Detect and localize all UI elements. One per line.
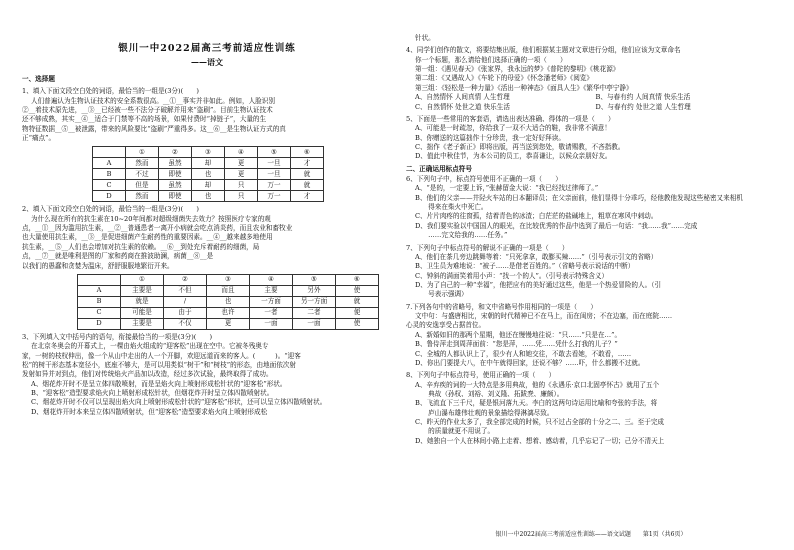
question-5 — [406, 115, 776, 162]
table-cell: 万一 — [258, 191, 291, 202]
question-stem: 7.下列各句中的省略号，和文中省略号作用相同的一项是（ ） — [406, 302, 597, 311]
table-cell: 更 — [225, 158, 258, 169]
option-a-cont: 典故（孙权、刘裕、刘义隆、拓跋焘、廉颇）。 — [415, 389, 564, 398]
table-cell: ⑥ — [336, 274, 379, 285]
table-cell: 一方面 — [250, 296, 293, 307]
passage-line: 物特征数据__⑤__被泄露，带来的风险要比“盗刷”严重得多。这__⑥__是生物认证方式的真 — [22, 124, 286, 133]
passage-line: 点，__①__因为滥用抗生素，__②__普通患者一离开小病就会吃点消炎药，而且农业和畜牧业 — [22, 224, 293, 233]
table-cell: 也许 — [207, 307, 250, 318]
question-stem: 7、下列句子中标点符号的解说不正确的一项是（ ） — [406, 243, 569, 252]
passage-line: ②__着技术原先进，__③__已经被一些不法分子破解并用来“盗刷”。目前生物认证技术 — [22, 105, 273, 114]
option-a: A、可能是一时疏忽，你给我了一双不大适合的鞋，我非常不满意！ — [415, 124, 611, 133]
passage-line: 文中句：与盛唐相比，宋朝的时代精神已不在马上，而在闺房；不在边塞，而在庭院…… — [415, 312, 673, 321]
table-cell: 主要是 — [121, 285, 164, 296]
q3-continuation: 针状。 — [415, 34, 435, 42]
table-cell: 主要是 — [121, 318, 164, 329]
passage-line: 发射如异并对到点，他们对传统焰火产品加以改造，经过多次试验，最终取得了成功。 — [22, 370, 273, 379]
option-c: C、钟斜的满面笑着用小声：“找一个的人”。（引号表示特殊含义） — [415, 271, 609, 280]
question-4 — [406, 46, 776, 112]
passage-line: 松”的树干形态基本宽径小，底座不够大，是可以用类似“树干”和“树枝”的形态，由地面依次射 — [22, 360, 297, 369]
option-b: B、他们的父亲——井陉火车站的日本翻译员；在父亲面前，他们显得十分乖巧，经他教他发现这些秘密又来相机 — [415, 193, 743, 202]
table-cell: 也 — [192, 169, 225, 180]
table-cell: 使 — [336, 318, 379, 329]
option-row — [406, 93, 776, 102]
table-cell: ③ — [192, 147, 225, 158]
table-cell: 只 — [225, 180, 258, 191]
table-cell: ① — [126, 147, 159, 158]
table-cell: B — [78, 296, 121, 307]
question-7 — [406, 244, 776, 300]
option-d: D、与春有约 处世之道 人生哲理 — [595, 102, 691, 111]
table-cell: 才 — [291, 158, 324, 169]
table-cell: 但是 — [126, 180, 159, 191]
table-cell: 然而 — [126, 158, 159, 169]
question-3 — [22, 333, 392, 417]
table-cell: 另外 — [293, 285, 336, 296]
section-heading-2: 二、正确运用标点符号 — [406, 164, 472, 173]
table-cell: ⑤ — [293, 274, 336, 285]
table-row — [78, 285, 379, 296]
table-cell: 一旦 — [258, 158, 291, 169]
option-d-cont: 号表示强调） — [415, 290, 468, 299]
option-b-cont: 庐山瀑布雄伟壮观的景象描绘得淋漓尽致。 — [415, 408, 554, 417]
option-row — [406, 103, 776, 112]
group-line: 第二组：《又遇故人》《车轮下的母爱》《怀念潘老师》《阅览》 — [415, 74, 594, 83]
table-cell: 一旦 — [258, 169, 291, 180]
question-stem: 4、同学们创作的散文，将要结集出版，他们根据某主题对文章进行分组，他们应该为文章命名 — [406, 46, 681, 55]
table-cell: A — [93, 158, 126, 169]
table-cell: ⑥ — [291, 147, 324, 158]
option-c: C、自然情怀 处世之道 快乐生活 — [415, 102, 510, 111]
table-cell: 即使 — [159, 191, 192, 202]
table-cell: 而且 — [207, 285, 250, 296]
question-8 — [406, 303, 776, 369]
passage-line: 也大量使用抗生素，__③__是促进细菌产生耐药性的重要因素。__④__越来越多地使用 — [22, 233, 273, 242]
group-line: 第三组：《轻松是一种力量》《活出一种神态》《面具人生》《繁华中亭宁静》 — [415, 83, 633, 92]
table-cell: 就 — [336, 296, 379, 307]
table-cell: 虽然 — [159, 180, 192, 191]
table-cell: 不仅 — [164, 318, 207, 329]
table-cell: 不但 — [164, 285, 207, 296]
table-cell: 才 — [291, 191, 324, 202]
option-b: B、你赠送的这篇拙作十分珍贵，我一定好好拜读。 — [415, 133, 565, 142]
question-9 — [406, 371, 776, 446]
table-cell: C — [78, 307, 121, 318]
option-a: A、他们在茶几旁边跳舞等着：“只死拿拿，敢膨买辣……”（引号表示引文的省略） — [415, 252, 658, 261]
option-b: B、卫生员为难地说：“被子……是借老百姓的。”（省略号表示说话的中断） — [415, 262, 635, 271]
table-row — [78, 307, 379, 318]
question-1 — [22, 87, 392, 202]
question-stem: 5、下面是一些常用的客套语，请选出表达准确、得体的一项是（ ） — [406, 114, 615, 123]
table-cell: 虽然 — [159, 158, 192, 169]
exam-title: 银川一中2022届高三考前适应性训练 — [118, 43, 296, 54]
option-d: D、她独自一个人在林间小路上走着、想着、感动着，几乎忘记了一切；己分不清天上 — [415, 436, 665, 445]
table-cell: D — [78, 318, 121, 329]
left-column — [22, 34, 392, 417]
table-cell: ② — [164, 274, 207, 285]
option-a: A、新婚如旧的那两个星期，他还在慢慢地往说：“只……“只是在…”。 — [415, 330, 622, 339]
table-cell: ③ — [207, 274, 250, 285]
table-cell: ④ — [225, 147, 258, 158]
table-cell: 由于 — [164, 307, 207, 318]
table-row — [78, 296, 379, 307]
table-header-row — [93, 147, 324, 158]
option-b: B、“迎客松”造型要求焰火向上喷射形成松针状，但烟花炸开时呈立体四散喷射状。 — [31, 389, 274, 398]
table-cell: 更 — [207, 318, 250, 329]
option-a: A、烟花炸开时不是呈立体四散喷射，而是呈焰火向上喷射形成松针状的“迎客松”形状。 — [31, 379, 287, 388]
table-cell: 一者 — [250, 307, 293, 318]
table-cell: 一面 — [250, 318, 293, 329]
table-cell: 就 — [291, 180, 324, 191]
option-b: B、与春有约 人间真情 快乐生活 — [595, 93, 691, 102]
table-cell: 主要 — [250, 285, 293, 296]
option-d: D、我们要实验以中国国人的眼光，在比较优秀的作品中选到了最后一句话：“我……我”……完成 — [415, 221, 698, 230]
option-c: C、昨天的作业太多了，我全部完成的时候，只不过占全部的十分之二、三。至于完成 — [415, 418, 665, 427]
section-heading-1: 一、选择题 — [22, 74, 55, 83]
table-row — [93, 169, 324, 180]
table-cell: ⑤ — [258, 147, 291, 158]
group-line: 第一组：《遇见春天》《张家界，我永远的梦》《普陀的黎明》《桃花源》 — [415, 65, 620, 74]
table-cell: 使 — [336, 285, 379, 296]
table-cell: B — [93, 169, 126, 180]
option-a: A、“是的，一定要上诉，”张赫留金大说：“我已经找过律师了。” — [415, 184, 599, 193]
option-c: C、烟花炸开时不仅可以呈现出焰火向上喷射形成松针状的“迎客松”形状，还可以呈立体四散喷射状。 — [31, 398, 327, 407]
question-stem: 6、下列句子中，标点符号使用不正确的一项（ ） — [406, 175, 562, 184]
question-stem: 1、填入下面文段空白处的词语，最恰当的一组是(3分)( ) — [22, 87, 199, 96]
table-row — [93, 158, 324, 169]
question-stem: 2、填入下面文段空白处的词语，最恰当的一组是(3分)( ) — [22, 205, 199, 214]
passage-line: 心灵的安逸享受占据首位。 — [406, 321, 486, 330]
passage-line: 点，__⑦__就是唯利是图的厂家和药商在推波助澜，病菌__⑧__是 — [22, 252, 214, 261]
table-cell: ② — [159, 147, 192, 158]
table-cell: 便 — [336, 307, 379, 318]
table-cell: 即使 — [159, 169, 192, 180]
option-d: D、值此中秋佳节，为本公司的员工，恭喜谦让，以候众亲朋好友。 — [415, 152, 612, 161]
option-c-cont: 的质量就更不用说了。 — [415, 427, 495, 436]
option-b: B、飞流直下三千尺，疑是银河落九天。李白的这两句诗运用比喻和夸张的手法，将 — [415, 399, 658, 408]
table-cell: D — [93, 191, 126, 202]
table-cell: 就是 — [121, 296, 164, 307]
table-cell — [93, 147, 126, 158]
question-stem: 3、下列填入文中括号内的语句，衔接最恰当的一项是(3分)( ) — [22, 332, 213, 341]
options-table-q2 — [77, 274, 379, 330]
table-cell: 另一方面 — [293, 296, 336, 307]
table-cell: 可能是 — [121, 307, 164, 318]
table-cell: ① — [121, 274, 164, 285]
passage-line: 以我们的愚蠢和贪婪为温床，舒舒服服地繁衍开来。 — [22, 261, 174, 270]
option-c: C、片片肉疼的往窗孤，结着青色的冰渣；白茫茫的盐碱地上，粗草在寒风中刺动。 — [415, 212, 658, 221]
passage-line: 还不够成熟，其实__④__适合于门禁等不高的场景，如果付费时“掉链子”，大量的生 — [22, 115, 267, 124]
table-cell: C — [93, 180, 126, 191]
passage-line: 正“痛点”。 — [22, 134, 56, 142]
option-c: C、全城的人都认识上了，很少有人和她交往，不敢去看她，不敢看，…… — [415, 349, 632, 358]
option-d: D、为了自己的一种“幸福”，他把应有的美好通过这些，他是一个热爱冒险的人。（引 — [415, 280, 662, 289]
option-a: A、自然情怀 人间真情 人生哲理 — [415, 93, 510, 102]
table-cell: 却 — [192, 158, 225, 169]
table-cell: 却 — [192, 180, 225, 191]
table-cell: 也 — [192, 191, 225, 202]
question-stem-cont: 你一个标题，那么请给他们选择正确的一项（ ） — [415, 55, 567, 64]
table-cell: 更 — [225, 169, 258, 180]
options-table-q1 — [92, 146, 324, 202]
question-2 — [22, 205, 392, 330]
option-c: C、拙作《老子新正》即将出版，再当送到您处，敬请赐教，不吝指教。 — [415, 142, 625, 151]
table-cell: 也 — [207, 296, 250, 307]
page-footer: 银川一中2022届高三考前适应性训练——语文试题 第1页（共6页） — [495, 531, 687, 538]
passage-line: 为什么现在所有的抗生素在10~20年间都对超级细菌失去效力？按照医疗专家的观 — [31, 214, 271, 223]
table-cell: 二者 — [293, 307, 336, 318]
table-cell: 一面 — [293, 318, 336, 329]
option-d-cont: ……完文给我的……任务。” — [415, 231, 508, 240]
table-header-row — [78, 274, 379, 285]
table-cell: A — [78, 285, 121, 296]
table-row — [78, 318, 379, 329]
table-cell: 就 — [291, 169, 324, 180]
table-cell: 然而 — [126, 191, 159, 202]
table-cell — [78, 274, 121, 285]
passage-line: 家，一树的枝杈伸出，像一个从山中走出的人一个开脚，欢迎远道而来的客人。( )。“迎客 — [22, 351, 301, 360]
option-a: A、辛弃疾的词的一大特点是多用典故，他的《永遇乐·京口北固亭怀古》就用了五个 — [415, 380, 660, 389]
table-cell: 万一 — [258, 180, 291, 191]
passage-line: 人们普遍认为生物认证技术的安全系数很高。__①__事实并非如此。例如，人脸识别 — [31, 96, 275, 105]
option-b: B、鲁侍萍走到周萍面前：“您是萍，……凭……凭什么打我的儿子？” — [415, 340, 618, 349]
option-b-cont: 得来在柴火中死亡。 — [415, 203, 488, 212]
passage-line: 在北京冬奥会的开幕式上，一棵由焰火组成的“迎客松”出现在空中。它被冬残奥专 — [31, 342, 269, 351]
option-d: D、烟花炸开时本来呈立体四散喷射状，但“迎客松”造型要求焰火向上喷射形成松 — [31, 407, 268, 416]
option-d: D、你出门要提大八，在中午就得回家，还说不够？……吓，什么都搬不过就。 — [415, 358, 645, 367]
table-cell: 只 — [225, 191, 258, 202]
table-cell: ④ — [250, 274, 293, 285]
question-stem: 8、下列句子中标点符号，使用正确的一项（ ） — [406, 371, 556, 380]
question-6 — [406, 175, 776, 241]
passage-line: 抗生素，__⑤__人们也会增加对抗生素的依赖。__⑥__到处充斥着耐药的细菌，局 — [22, 242, 260, 251]
table-row — [93, 180, 324, 191]
table-row — [93, 191, 324, 202]
table-cell: 不过 — [126, 169, 159, 180]
exam-subject: ——语文 — [191, 57, 223, 68]
table-cell: / — [164, 296, 207, 307]
right-column — [406, 34, 776, 446]
